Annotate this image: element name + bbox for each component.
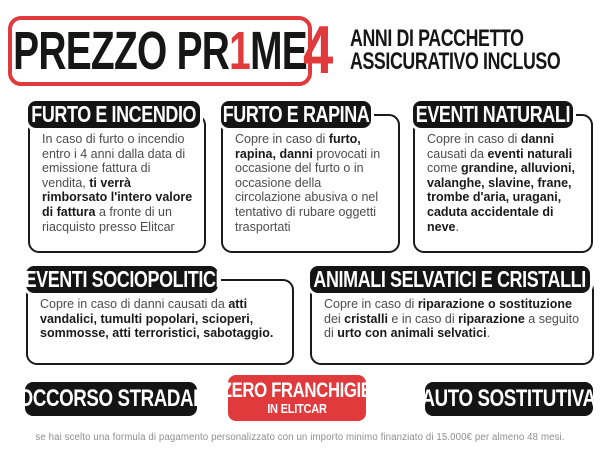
panel-header-label: FURTO E RAPINA — [222, 101, 370, 127]
panel-animali-selvatici-e-cristalli — [310, 266, 594, 365]
panel-body-eventi-sociopolitici: Copre in caso di danni causati da atti vandalici, tumulti popolari, scioperi, sommosse, atti terroristici, sabotaggio. — [26, 279, 294, 365]
tagline-line-2: ASSICURATIVO INCLUSO — [350, 48, 561, 75]
panel-header-label: EVENTI SOCIOPOLITICI — [24, 266, 220, 292]
panel-body-eventi-naturali: Copre in caso di danni causati da eventi naturali come grandine, alluvioni, valanghe, slavine, frane, trombe d'aria, uragani, caduta accidentale di neve. — [413, 114, 593, 253]
package-tagline — [350, 27, 600, 73]
panel-body-furto-e-rapina: Copre in caso di furto, rapina, danni provocati in occasione del furto o in occasione della circolazione abusiva o nel tentativo di rubare oggetti trasportati — [221, 114, 400, 253]
prezzo-prime-title-box — [8, 16, 312, 86]
badge-in-elitcar-label: IN ELITCAR — [267, 401, 327, 416]
badge-soccorso-stradale — [6, 382, 216, 416]
panel-header-animali-selvatici-e-cristalli — [310, 266, 590, 293]
tagline-line-1: ANNI DI PACCHETTO — [350, 25, 524, 52]
panel-furto-e-incendio — [28, 101, 206, 253]
panel-body-furto-e-incendio: In caso di furto o incendio entro i 4 anni dalla data di emissione fattura di vendita, ti verrà rimborsato l'intero valore di fattura a fronte di un riacquisto presso Elitcar — [28, 114, 206, 253]
four-years-number: 4 — [303, 12, 334, 88]
badge-auto-sostitutiva — [421, 382, 597, 416]
panel-eventi-naturali — [413, 101, 593, 253]
badge-zero-franchigie — [222, 375, 372, 421]
badge-zero-franchigie-label: ZERO FRANCHIGIE — [222, 379, 372, 402]
panel-header-furto-e-rapina — [221, 101, 371, 128]
badge-soccorso-stradale-label: SOCCORSO STRADALE — [6, 385, 216, 412]
panel-header-label: EVENTI NATURALI — [415, 101, 571, 127]
panel-eventi-sociopolitici — [26, 266, 294, 365]
footnote-financing-conditions: se hai scelto una formula di pagamento personalizzato con un importo minimo finanziato di 15.000€ per almeno 48 mesi. — [35, 432, 565, 443]
panel-header-eventi-sociopolitici — [26, 266, 218, 293]
panel-header-furto-e-incendio — [28, 101, 200, 128]
panel-header-label: FURTO E INCENDIO — [31, 101, 197, 127]
badge-auto-sostitutiva-label: AUTO SOSTITUTIVA — [421, 385, 597, 412]
panel-furto-e-rapina — [221, 101, 400, 253]
panel-body-animali-selvatici-e-cristalli: Copre in caso di riparazione o sostituzione dei cristalli e in caso di riparazione a seguito di urto con animali selvatici. — [310, 279, 594, 365]
prezzo-prime-title: PREZZO PR1ME — [13, 21, 307, 81]
panel-header-eventi-naturali — [413, 101, 573, 128]
panel-header-label: ANIMALI SELVATICI E CRISTALLI — [313, 266, 587, 292]
